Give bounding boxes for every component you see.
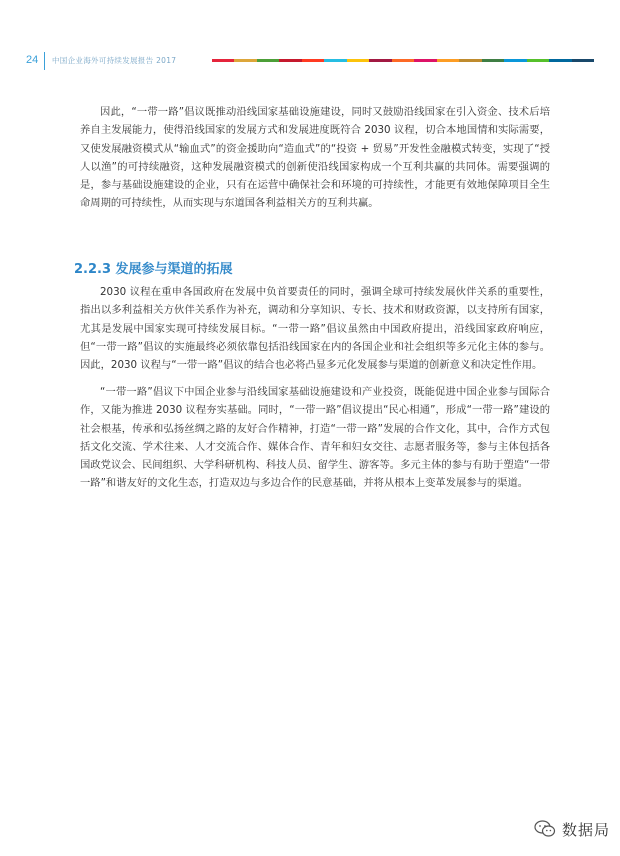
stripe-segment: [504, 59, 526, 62]
section-text-block-2: [80, 383, 550, 505]
stripe-segment: [369, 59, 391, 62]
header-divider: [44, 52, 45, 70]
section-text-block: [80, 283, 550, 386]
stripe-segment: [437, 59, 459, 62]
body-paragraph: 因此，“一带一路”倡议既推动沿线国家基础设施建设，同时又鼓励沿线国家在引入资金、技术后培养自主发展能力，使得沿线国家的发展方式和发展进度既符合 2030 议程，切合本地国情和实际需要，又使发展融资模式从“输血式”的资金援助向“造血式”的“投资 + 贸易”开发性金融模式转变，实现了“授人以渔”的可持续融资，这种发展融资模式的创新使沿线国家构成一个互利共赢的共同体。需要强调的是，参与基础设施建设的企业，只有在运营中确保社会和环境的可持续性，才能更有效地保障项目全生命周期的可持续性，从而实现与东道国各利益相关方的互利共赢。: [80, 106, 550, 210]
stripe-segment: [572, 59, 594, 62]
stripe-segment: [392, 59, 414, 62]
stripe-segment: [279, 59, 301, 62]
stripe-segment: [302, 59, 324, 62]
body-paragraph: “一带一路”倡议下中国企业参与沿线国家基础设施建设和产业投资，既能促进中国企业参与国际合作，又能为推进 2030 议程夯实基础。同时，“一带一路”倡议提出“民心相通”，形成“一带一路”建设的社会根基，传承和弘扬丝绸之路的友好合作精神，打造“一带一路”发展的合作文化，其中，合作方式包括文化交流、学术往来、人才交流合作、媒体合作、青年和妇女交往、志愿者服务等，参与主体包括各国政党议会、民间组织、大学科研机构、科技人员、留学生、游客等。多元主体的参与有助于塑造“一带一路”和谐友好的文化生态，打造双边与多边合作的民意基础，并将从根本上变革发展参与的渠道。: [80, 386, 550, 490]
stripe-segment: [482, 59, 504, 62]
page-number: 24: [26, 54, 39, 66]
stripe-segment: [414, 59, 436, 62]
wechat-watermark: [534, 818, 610, 840]
stripe-segment: [347, 59, 369, 62]
stripe-segment: [212, 59, 234, 62]
section-heading: 2.2.3 发展参与渠道的拓展: [74, 262, 233, 277]
sdg-color-stripe: [212, 59, 594, 62]
intro-text-block: [80, 103, 550, 225]
stripe-segment: [257, 59, 279, 62]
watermark-text: 数据局: [562, 820, 611, 839]
body-paragraph: 2030 议程在重申各国政府在发展中负首要责任的同时，强调全球可持续发展伙伴关系的重要性，指出以多利益相关方伙伴关系作为补充，调动和分享知识、专长、技术和财政资源，以支持所有国家，尤其是发展中国家实现可持续发展目标。“一带一路”倡议虽然由中国政府提出，沿线国家政府响应，但“一带一路”倡议的实施最终必须依靠包括沿线国家在内的各国企业和社会组织等多元化主体的参与。因此，2030 议程与“一带一路”倡议的结合也必将凸显多元化发展参与渠道的创新意义和决定性作用。: [80, 286, 550, 372]
stripe-segment: [527, 59, 549, 62]
stripe-segment: [234, 59, 256, 62]
report-title: 中国企业海外可持续发展报告 2017: [52, 56, 177, 65]
page-header: [0, 54, 620, 70]
wechat-icon: [534, 819, 556, 839]
stripe-segment: [324, 59, 346, 62]
stripe-segment: [549, 59, 571, 62]
stripe-segment: [459, 59, 481, 62]
